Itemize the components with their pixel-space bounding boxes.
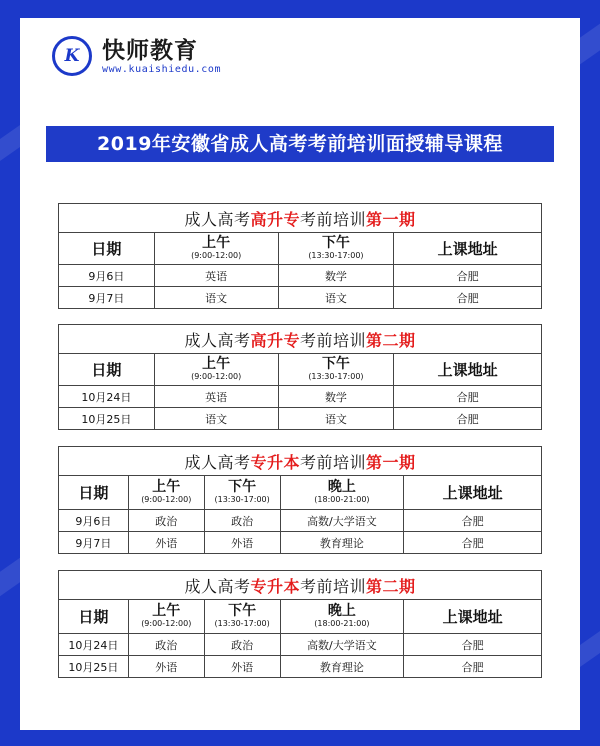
header-location: 上课地址 — [394, 233, 542, 265]
header-date: 日期 — [59, 233, 155, 265]
brand-url: www.kuaishiedu.com — [102, 63, 222, 75]
period-highlight: 第二期 — [366, 330, 416, 350]
schedule-table — [58, 324, 542, 430]
level-highlight: 高升专 — [250, 209, 300, 229]
content-panel — [20, 18, 580, 730]
table-row: 10月25日 语文 语文 合肥 — [59, 408, 542, 430]
table-row: 9月7日 外语 外语 教育理论 合肥 — [59, 532, 542, 554]
brand-name: 快师教育 — [102, 37, 198, 64]
header-afternoon: 下午 (13:30-17:00) — [204, 600, 280, 634]
header-morning: 上午 (9:00-12:00) — [154, 233, 278, 265]
level-highlight: 专升本 — [250, 452, 300, 472]
header-morning: 上午 (9:00-12:00) — [128, 476, 204, 510]
banner-title: 2019年安徽省成人高考考前培训面授辅导课程 — [46, 126, 554, 162]
header-afternoon: 下午 (13:30-17:00) — [204, 476, 280, 510]
header-location: 上课地址 — [404, 476, 542, 510]
table-row: 10月25日 外语 外语 教育理论 合肥 — [59, 656, 542, 678]
header-date: 日期 — [59, 354, 155, 386]
brand-text — [102, 38, 221, 75]
header-location: 上课地址 — [404, 600, 542, 634]
table-row: 9月7日 语文 语文 合肥 — [59, 287, 542, 309]
schedule-table — [58, 570, 542, 678]
table-caption: 成人高考专升本考前培训第二期 — [59, 571, 542, 600]
header-date: 日期 — [59, 600, 129, 634]
table-caption: 成人高考高升专考前培训第二期 — [59, 325, 542, 354]
table-caption: 成人高考专升本考前培训第一期 — [59, 447, 542, 476]
level-highlight: 高升专 — [250, 330, 300, 350]
header-morning: 上午 (9:00-12:00) — [128, 600, 204, 634]
table-caption: 成人高考高升专考前培训第一期 — [59, 204, 542, 233]
header-evening: 晚上 (18:00-21:00) — [280, 476, 404, 510]
header-evening: 晚上 (18:00-21:00) — [280, 600, 404, 634]
header-date: 日期 — [59, 476, 129, 510]
brand-logo — [52, 36, 221, 76]
period-highlight: 第一期 — [366, 209, 416, 229]
header-afternoon: 下午 (13:30-17:00) — [278, 233, 394, 265]
table-row: 9月6日 英语 数学 合肥 — [59, 265, 542, 287]
table-row: 10月24日 政治 政治 高数/大学语文 合肥 — [59, 634, 542, 656]
table-row: 9月6日 政治 政治 高数/大学语文 合肥 — [59, 510, 542, 532]
schedule-table — [58, 446, 542, 554]
period-highlight: 第一期 — [366, 452, 416, 472]
header-morning: 上午 (9:00-12:00) — [154, 354, 278, 386]
brand-logo-icon: K — [52, 36, 92, 76]
table-row: 10月24日 英语 数学 合肥 — [59, 386, 542, 408]
level-highlight: 专升本 — [250, 576, 300, 596]
header-afternoon: 下午 (13:30-17:00) — [278, 354, 394, 386]
schedule-table — [58, 203, 542, 309]
period-highlight: 第二期 — [366, 576, 416, 596]
header-location: 上课地址 — [394, 354, 542, 386]
